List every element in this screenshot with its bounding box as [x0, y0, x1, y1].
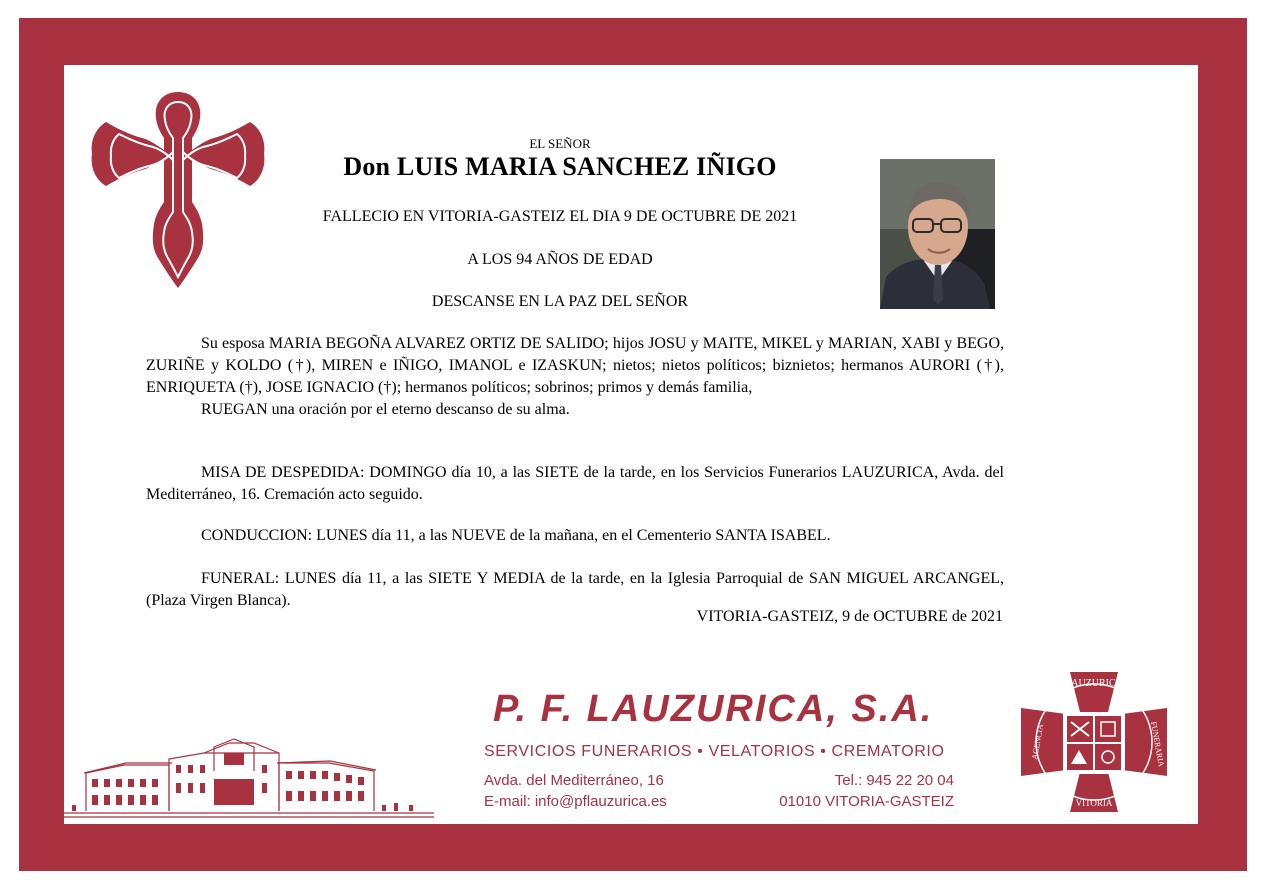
procession-paragraph [146, 525, 1004, 547]
company-email: E-mail: info@pflauzurica.es [484, 793, 667, 810]
company-services: SERVICIOS FUNERARIOS • VELATORIOS • CREMATORIO [484, 743, 945, 760]
funeral-paragraph [146, 568, 1004, 612]
death-line: FALLECIO EN VITORIA-GASTEIZ EL DIA 9 DE OCTUBRE DE 2021 [322, 208, 798, 225]
company-phone: Tel.: 945 22 20 04 [834, 772, 954, 789]
mass-paragraph [146, 462, 1004, 506]
company-city: 01010 VITORIA-GASTEIZ [779, 793, 954, 810]
funeral-agency-emblem-icon [1015, 668, 1173, 816]
funeral-text: FUNERAL: LUNES día 11, a las SIETE Y MEDIA de la tarde, en la Iglesia Parroquial de SAN MIGUEL ARCANGEL, (Plaza Virgen Blanca). [146, 570, 1004, 609]
svg-text:AGENCIA: AGENCIA [1030, 723, 1046, 761]
svg-text:FUNERARIA: FUNERARIA [1149, 720, 1166, 768]
deceased-name: Don LUIS MARIA SANCHEZ IÑIGO [343, 152, 777, 181]
procession-text: CONDUCCION: LUNES día 11, a las NUEVE de la mañana, en el Cementerio SANTA ISABEL. [201, 527, 831, 544]
honorific: EL SEÑOR [529, 136, 591, 151]
age-line: A LOS 94 AÑOS DE EDAD [467, 251, 653, 268]
funeral-home-building-illustration [64, 735, 434, 820]
place-date-signature: VITORIA-GASTEIZ, 9 de OCTUBRE de 2021 [696, 608, 1003, 625]
cross-icon [90, 88, 266, 313]
family-paragraph [146, 333, 1004, 421]
rest-line: DESCANSE EN LA PAZ DEL SEÑOR [431, 293, 689, 310]
family-text: Su esposa MARIA BEGOÑA ALVAREZ ORTIZ DE SALIDO; hijos JOSU y MAITE, MIKEL y MARIAN, XABI y BEGO, ZURIÑE y KOLDO (†), MIREN e IÑIGO, IMANOL e IZASKUN; nietos; nietos políticos; biznietos; hermanos AURORI (†), ENRIQUETA (†), JOSE IGNACIO (†); hermanos políticos; sobrinos; primos y demás familia, [146, 335, 1004, 396]
company-address: Avda. del Mediterráneo, 16 [484, 772, 664, 789]
mass-text: MISA DE DESPEDIDA: DOMINGO día 10, a las SIETE de la tarde, en los Servicios Funerarios LAUZURICA, Avda. del Mediterráneo, 16. Cremación acto seguido. [146, 464, 1004, 503]
portrait-photo [880, 159, 995, 309]
svg-text:LAUZURICA: LAUZURICA [1065, 678, 1123, 689]
company-name: P. F. LAUZURICA, S.A. [493, 688, 934, 730]
svg-text:VITORIA: VITORIA [1075, 798, 1113, 808]
prayer-text: RUEGAN una oración por el eterno descanso de su alma. [201, 401, 570, 418]
